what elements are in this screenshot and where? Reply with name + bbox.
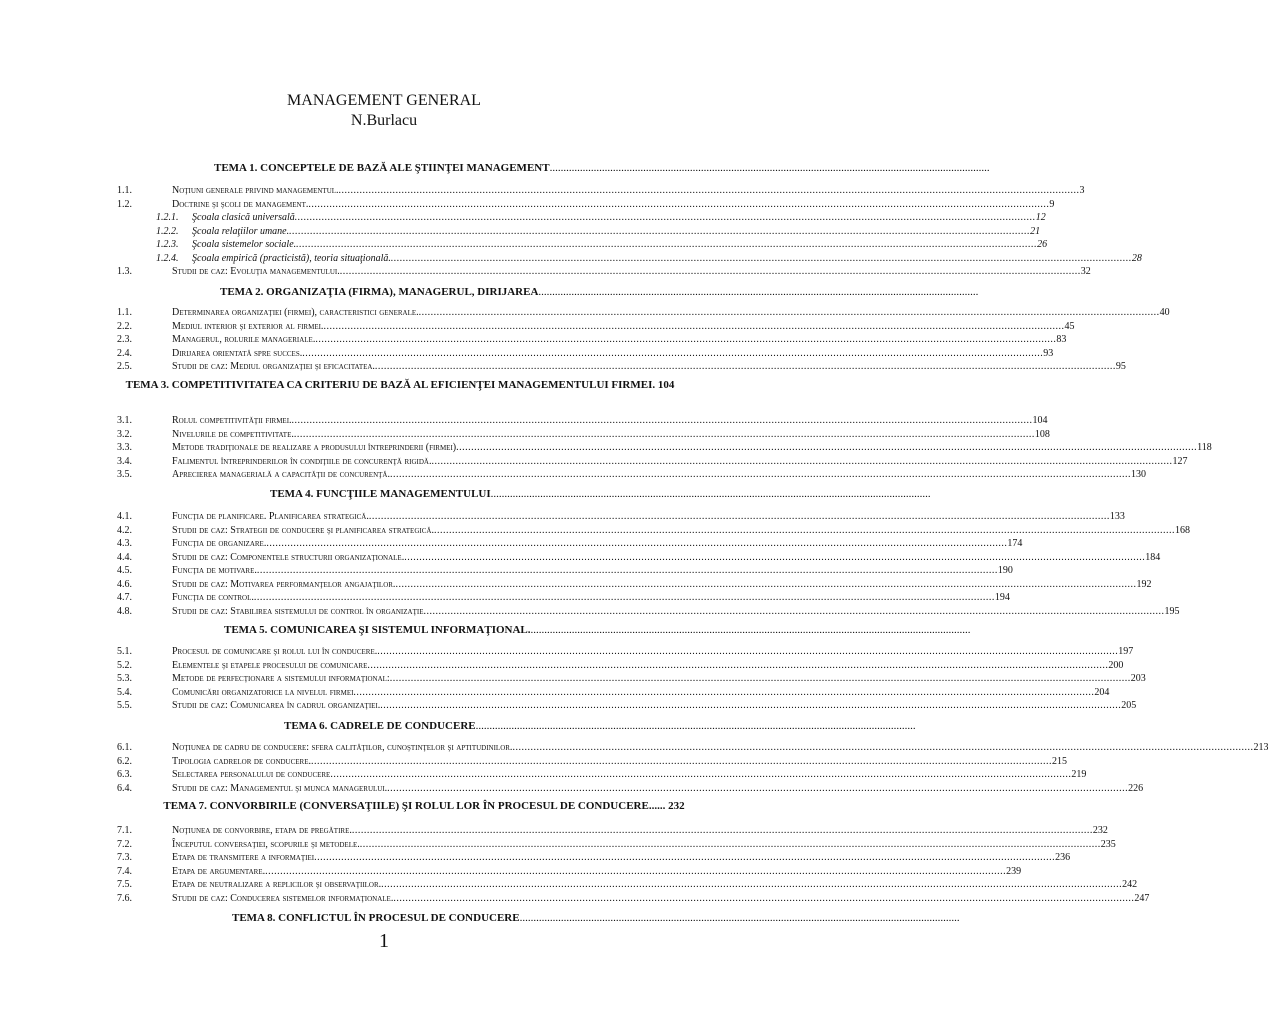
dot-leader (419, 306, 1160, 320)
toc-entry-number: 3.4. (117, 455, 132, 467)
dot-leader: ................................................................................................................................................................ (549, 162, 990, 174)
dot-leader (311, 755, 1052, 769)
toc-entry-number: 4.5. (117, 565, 132, 576)
toc-entry[interactable] (0, 428, 1050, 442)
toc-entry-label: Dirijarea orientată spre succes. (172, 347, 303, 359)
toc-entry[interactable] (0, 551, 1161, 565)
toc-entry-page: 204 (1094, 686, 1110, 698)
toc-entry-number: 4.7. (117, 592, 132, 603)
theme-heading-text: TEMA 2. ORGANIZAŢIA (FIRMA), MANAGERUL, DIRIJAREA (220, 286, 539, 298)
toc-entry-label: Funcţia de control. (172, 592, 254, 603)
toc-entry-number: 5.5. (117, 700, 132, 711)
toc-entry[interactable] (0, 441, 1212, 455)
toc-entry-label: Tipologia cadrelor de conducere. (172, 755, 311, 767)
theme-heading-text: TEMA 7. CONVORBIRILE (CONVERSAŢIILE) ŞI ROLUL LOR ÎN PROCESUL DE CONDUCERE...... 232 (163, 800, 685, 812)
dot-leader (308, 198, 1049, 212)
toc-entry-number: 3.2. (117, 428, 132, 440)
toc-entry-page: 174 (1007, 538, 1023, 549)
toc-entry[interactable] (0, 878, 1138, 892)
toc-entry-label: Şcoala empirică (practicistă), teoria situaţională. (192, 252, 391, 264)
toc-entry-number: 7.6. (117, 892, 132, 904)
toc-entry-label: Falimentul întreprinderilor în condiţiile de concurenţă rigidă. (172, 455, 432, 467)
toc-entry-page: 184 (1145, 551, 1161, 563)
toc-entry-number: 1.2.3. (156, 239, 179, 250)
dot-leader (296, 238, 1037, 252)
document-title: MANAGEMENT GENERAL (287, 92, 481, 109)
toc-entry-number: 1.2.4. (156, 252, 179, 264)
toc-entry[interactable] (0, 755, 1067, 769)
dot-leader (295, 211, 1036, 225)
toc-entry-number: 1.1. (117, 185, 132, 196)
toc-entry-page: 9 (1049, 198, 1055, 210)
toc-entry-page: 21 (1030, 225, 1041, 237)
toc-entry-number: 1.3. (117, 266, 132, 277)
toc-entry-page: 195 (1164, 605, 1180, 617)
toc-entry-page: 95 (1115, 361, 1126, 372)
dot-leader (265, 865, 1006, 879)
toc-entry[interactable] (0, 851, 1071, 865)
toc-entry-label: Studii de caz: Stabilirea sistemului de control în organizaţie (172, 605, 424, 617)
toc-entry-number: 1.2.2. (156, 225, 179, 237)
toc-entry-number: 5.3. (117, 673, 132, 684)
toc-entry-number: 2.4. (117, 347, 132, 359)
dot-leader: ................................................................................................................................................................ (519, 912, 960, 924)
toc-entry-label: Nivelurile de competitivitate. (172, 428, 294, 440)
toc-entry[interactable] (0, 686, 1110, 700)
dot-leader (266, 537, 1007, 551)
toc-entry-page: 247 (1134, 892, 1150, 904)
dot-leader (380, 699, 1121, 713)
toc-entry-page: 215 (1052, 755, 1067, 767)
toc-entry[interactable] (0, 865, 1022, 879)
toc-entry-label: Funcţia de organizare. (172, 538, 267, 549)
toc-entry-label: Studii de caz: Managementul şi munca managerului. (172, 782, 388, 794)
toc-entry-label: Doctrine şi şcoli de management. (172, 198, 309, 210)
toc-entry-number: 7.1. (117, 825, 132, 836)
toc-entry[interactable] (0, 333, 1067, 347)
toc-entry[interactable] (0, 252, 1142, 266)
dot-leader (315, 333, 1056, 347)
toc-entry-label: Şcoala relaţiilor umane. (192, 225, 290, 237)
toc-entry-page: 192 (1136, 578, 1152, 590)
toc-entry[interactable] (0, 564, 1013, 578)
toc-entry-page: 239 (1006, 865, 1022, 877)
dot-leader (294, 428, 1035, 442)
toc-entry-label: Studii de caz: Evoluţia managementului. (172, 266, 340, 277)
toc-entry-page: 93 (1043, 347, 1054, 359)
toc-entry[interactable] (0, 699, 1137, 713)
theme-heading (90, 800, 758, 812)
toc-entry[interactable] (0, 265, 1091, 279)
dot-leader (434, 524, 1175, 538)
toc-entry[interactable] (0, 306, 1170, 320)
toc-entry[interactable] (0, 838, 1116, 852)
toc-entry-label: Metode de perfecţionare a sistemului informaţional: (172, 673, 390, 684)
dot-leader (375, 360, 1116, 374)
toc-entry-page: 205 (1121, 700, 1137, 711)
toc-entry[interactable] (0, 537, 1023, 551)
theme-heading-text: TEMA 5. COMUNICAREA ŞI SISTEMUL INFORMAŢIONAL. (224, 624, 531, 636)
toc-entry-page: 3 (1079, 185, 1085, 196)
toc-entry-page: 118 (1197, 442, 1212, 453)
toc-entry-label: Managerul, rolurile manageriale. (172, 334, 316, 345)
toc-entry-number: 4.3. (117, 538, 132, 549)
toc-entry[interactable] (0, 320, 1075, 334)
theme-heading (232, 912, 960, 924)
theme-heading (100, 378, 700, 393)
toc-entry-label: Şcoala sistemelor sociale. (192, 239, 297, 250)
toc-entry-label: Studii de caz: Componentele structurii organizaţionale. (172, 551, 405, 563)
toc-entry[interactable] (0, 782, 1144, 796)
toc-entry[interactable] (0, 347, 1054, 361)
toc-entry-page: 219 (1071, 769, 1087, 780)
toc-entry-label: Comunicări organizatorice la nivelul firmei (172, 686, 354, 698)
dot-leader (393, 892, 1134, 906)
toc-entry[interactable] (0, 211, 1046, 225)
toc-entry-number: 1.2. (117, 198, 132, 210)
toc-entry[interactable] (0, 184, 1085, 198)
toc-entry-page: 200 (1108, 659, 1124, 671)
theme-heading (220, 286, 979, 298)
toc-entry[interactable] (0, 824, 1108, 838)
toc-entry[interactable] (0, 225, 1041, 239)
toc-entry-page: 32 (1080, 266, 1091, 277)
toc-entry[interactable] (0, 591, 1010, 605)
toc-entry-page: 226 (1128, 782, 1144, 794)
toc-entry-page: 83 (1056, 334, 1067, 345)
dot-leader (381, 878, 1122, 892)
toc-entry-label: Metode tradiţionale de realizare a produsului întreprinderii (firmei) (172, 442, 457, 453)
toc-entry-label: Etapa de argumentare. (172, 865, 266, 877)
toc-entry-page: 203 (1130, 673, 1146, 684)
toc-entry-number: 7.4. (117, 865, 132, 877)
dot-leader (292, 414, 1033, 428)
toc-entry-label: Începutul conversaţiei, scopurile şi metodele. (172, 838, 360, 850)
dot-leader (423, 605, 1164, 619)
document-author: N.Burlacu (350, 112, 418, 129)
dot-leader (314, 851, 1055, 865)
toc-entry-page: 235 (1100, 838, 1116, 850)
toc-entry-label: Noţiunea de convorbire, etapa de pregătire. (172, 825, 352, 836)
toc-entry-page: 26 (1037, 239, 1048, 250)
toc-entry-number: 4.1. (117, 511, 132, 522)
dot-leader (339, 184, 1080, 198)
toc-entry-page: 28 (1131, 252, 1142, 264)
toc-entry[interactable] (0, 768, 1087, 782)
toc-entry-page: 108 (1034, 428, 1050, 440)
toc-entry-number: 4.4. (117, 551, 132, 563)
toc-entry-label: Etapa de transmitere a informaţiei (172, 852, 315, 863)
toc-entry-number: 6.1. (117, 742, 132, 753)
toc-entry-label: Studii de caz: Motivarea performanţelor angajaţilor. (172, 578, 396, 590)
toc-entry[interactable] (0, 468, 1146, 482)
toc-entry-label: Mediul interior şi exterior al firmei. (172, 320, 324, 332)
toc-entry-page: 45 (1064, 320, 1075, 332)
theme-heading (224, 624, 971, 636)
dot-leader (302, 347, 1043, 361)
toc-entry[interactable] (0, 672, 1146, 686)
toc-entry-number: 2.3. (117, 334, 132, 345)
toc-entry-label: Etapa de neutralizare a replicilor şi observaţiilor. (172, 879, 382, 890)
toc-entry[interactable] (0, 578, 1152, 592)
dot-leader (395, 578, 1136, 592)
toc-entry-number: 5.1. (117, 646, 132, 657)
toc-entry-number: 3.5. (117, 469, 132, 480)
toc-entry[interactable] (0, 510, 1125, 524)
dot-leader (387, 782, 1128, 796)
dot-leader: ................................................................................................................................................................ (475, 720, 916, 732)
toc-entry-number: 7.3. (117, 852, 132, 863)
dot-leader (289, 225, 1030, 239)
dot-leader (323, 320, 1064, 334)
toc-entry-page: 213 (1253, 742, 1268, 753)
dot-leader (390, 468, 1131, 482)
dot-leader (257, 564, 998, 578)
dot-leader (391, 252, 1132, 266)
dot-leader (340, 265, 1081, 279)
toc-entry[interactable] (0, 659, 1124, 673)
dot-leader (431, 455, 1172, 469)
toc-entry-number: 5.2. (117, 659, 132, 671)
dot-leader (352, 824, 1093, 838)
toc-entry-number: 1.1. (117, 307, 132, 318)
toc-entry-number: 4.6. (117, 578, 132, 590)
toc-entry-page: 127 (1172, 455, 1188, 467)
theme-heading-text: TEMA 1. CONCEPTELE DE BAZĂ ALE ŞTIINŢEI MANAGEMENT (214, 162, 550, 174)
toc-entry-label: Funcţia de motivare. (172, 565, 257, 576)
dot-leader (254, 591, 995, 605)
toc-entry-label: Aprecierea managerială a capacităţii de concurenţă. (172, 469, 390, 480)
toc-entry-page: 104 (1032, 415, 1048, 426)
toc-entry[interactable] (0, 414, 1048, 428)
dot-leader: ................................................................................................................................................................ (530, 624, 971, 636)
toc-entry-label: Şcoala clasică universală (192, 212, 295, 223)
toc-entry-number: 6.3. (117, 769, 132, 780)
toc-entry[interactable] (0, 645, 1134, 659)
theme-heading (214, 162, 990, 174)
toc-entry-number: 2.2. (117, 320, 132, 332)
toc-entry-page: 232 (1092, 825, 1108, 836)
theme-heading (284, 720, 916, 732)
toc-entry-number: 1.2.1. (156, 212, 179, 223)
toc-entry-number: 6.4. (117, 782, 132, 794)
dot-leader: ................................................................................................................................................................ (538, 286, 979, 298)
toc-entry-page: 130 (1130, 469, 1146, 480)
theme-heading-text: TEMA 3. COMPETITIVITATEA CA CRITERIU DE BAZĂ AL EFICIENŢEI MANAGEMENTULUI FIRMEI. 104 (125, 379, 675, 391)
toc-entry-number: 4.2. (117, 524, 132, 536)
toc-entry-page: 190 (997, 565, 1013, 576)
toc-entry-page: 40 (1159, 307, 1170, 318)
theme-heading-text: TEMA 6. CADRELE DE CONDUCERE (284, 720, 476, 732)
dot-leader (360, 838, 1101, 852)
dot-leader (456, 441, 1197, 455)
dot-leader (353, 686, 1094, 700)
toc-entry-label: Procesul de comunicare şi rolul lui în conducere. (172, 646, 378, 657)
toc-entry-label: Studii de caz: Mediul organizaţiei şi eficacitatea. (172, 361, 375, 372)
dot-leader (367, 659, 1108, 673)
dot-leader (512, 741, 1253, 755)
theme-heading (270, 488, 931, 500)
toc-entry-number: 7.5. (117, 879, 132, 890)
toc-entry-page: 236 (1055, 852, 1071, 863)
toc-entry[interactable] (0, 198, 1055, 212)
toc-entry-label: Funcţia de planificare. Planificarea strategică. (172, 511, 369, 522)
toc-entry-page: 242 (1122, 879, 1138, 890)
toc-entry[interactable] (0, 360, 1126, 374)
dot-leader: ................................................................................................................................................................ (490, 488, 931, 500)
toc-entry-label: Studii de caz: Comunicarea în cadrul organizaţiei. (172, 700, 381, 711)
toc-entry-label: Rolul competitivităţii firmei. (172, 415, 292, 426)
toc-entry-number: 4.8. (117, 605, 132, 617)
toc-entry[interactable] (0, 741, 1268, 755)
toc-entry-number: 3.1. (117, 415, 132, 426)
toc-entry-page: 194 (994, 592, 1010, 603)
page-number: 1 (379, 930, 389, 952)
toc-entry[interactable] (0, 455, 1188, 469)
toc-entry[interactable] (0, 605, 1180, 619)
dot-leader (377, 645, 1118, 659)
toc-entry-page: 197 (1118, 646, 1134, 657)
toc-entry-number: 3.3. (117, 442, 132, 453)
toc-entry-label: Studii de caz: Conducerea sistemelor informaţionale. (172, 892, 394, 904)
toc-entry-number: 5.4. (117, 686, 132, 698)
dot-leader (330, 768, 1071, 782)
toc-entry-label: Determinarea organizaţiei (firmei), caracteristici generale. (172, 307, 419, 318)
toc-entry-page: 133 (1109, 511, 1125, 522)
toc-entry-label: Studii de caz: Strategii de conducere şi planificarea strategică. (172, 524, 434, 536)
toc-entry[interactable] (0, 892, 1150, 906)
toc-entry[interactable] (0, 238, 1048, 252)
toc-entry-label: Noţiunea de cadru de conducere: sfera calităţilor, cunoştinţelor şi aptitudinilor. (172, 742, 513, 753)
toc-entry-label: Selectarea personalului de conducere (172, 769, 331, 780)
toc-entry-label: Noţiuni generale privind managementul. (172, 185, 339, 196)
toc-entry-page: 12 (1035, 212, 1046, 223)
dot-leader (390, 672, 1131, 686)
toc-entry-label: Elementele şi etapele procesului de comunicare (172, 659, 368, 671)
dot-leader (404, 551, 1145, 565)
toc-entry-number: 6.2. (117, 755, 132, 767)
toc-entry-number: 2.5. (117, 361, 132, 372)
theme-heading-text: TEMA 4. FUNCŢIILE MANAGEMENTULUI (270, 488, 491, 500)
toc-entry-number: 7.2. (117, 838, 132, 850)
dot-leader (369, 510, 1110, 524)
toc-entry[interactable] (0, 524, 1190, 538)
toc-entry-page: 168 (1174, 524, 1190, 536)
theme-heading-text: TEMA 8. CONFLICTUL ÎN PROCESUL DE CONDUCERE (232, 912, 520, 924)
